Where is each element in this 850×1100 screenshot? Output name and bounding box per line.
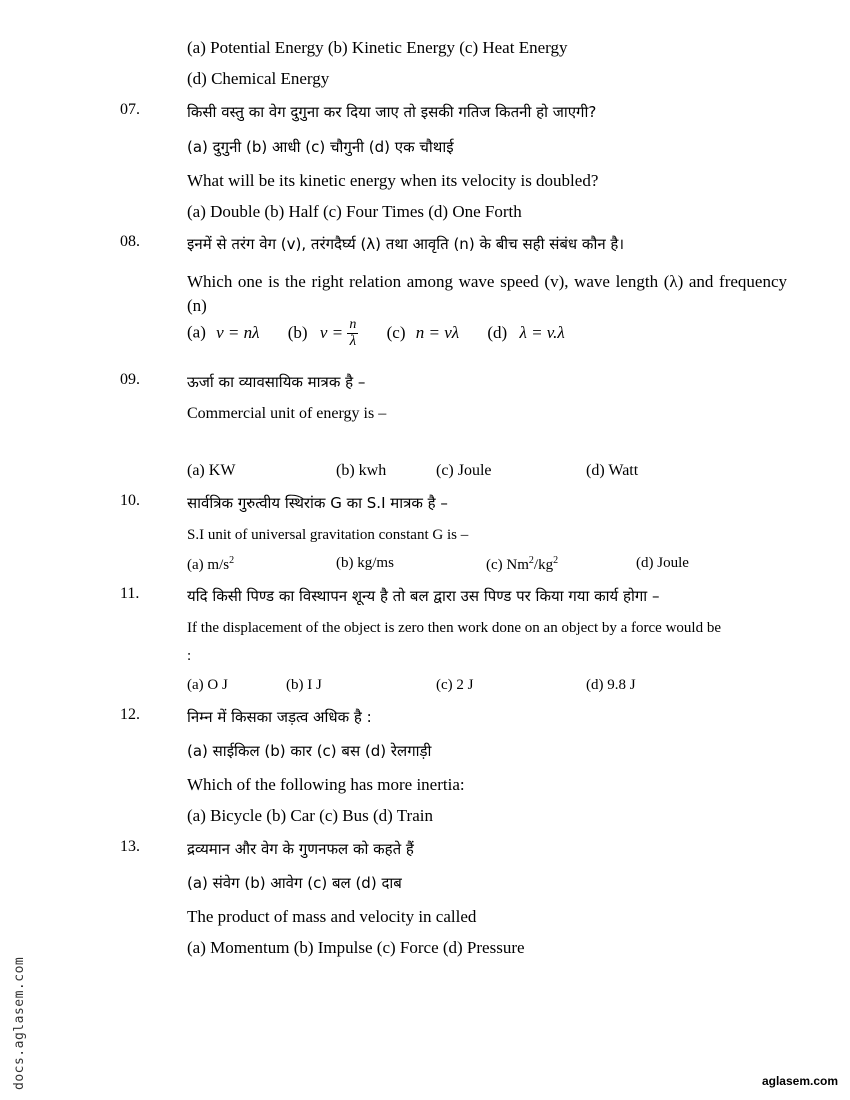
q10-opt-d: (d) Joule [636, 555, 689, 571]
q08-options [187, 318, 565, 349]
q09-opt-b: (b) kwh [336, 462, 387, 479]
q10-english: S.I unit of universal gravitation constant G is – [187, 527, 469, 543]
q08-opt-d: λ = v.λ [519, 322, 565, 342]
q10-opt-c-sup1: 2 [528, 555, 534, 566]
q08-english: Which one is the right relation among wave speed (v), wave length (λ) and frequency (n) [187, 272, 787, 315]
q06-options-line2: (d) Chemical Energy [187, 69, 330, 88]
q09-opt-c: (c) Joule [436, 462, 492, 479]
q12-hindi: निम्न में किसका जड़त्व अधिक है : [187, 708, 372, 726]
q09-english: Commercial unit of energy is – [187, 405, 387, 422]
q08-number: 08. [120, 233, 140, 250]
q11-opt-c: (c) 2 J [436, 677, 474, 693]
q12-hindi-options: (a) साईकिल (b) कार (c) बस (d) रेलगाड़ी [187, 742, 432, 760]
q08-hindi: इनमें से तरंग वेग (v), तरंगदैर्घ्य (λ) तथा आवृति (n) के बीच सही संबंध कौन है। [187, 235, 625, 253]
q08-opt-b-denominator: λ [349, 332, 357, 349]
q10-hindi: सार्वत्रिक गुरुत्वीय स्थिरांक G का S.I मात्रक है – [187, 494, 448, 512]
q06-options-line1: (a) Potential Energy (b) Kinetic Energy (c) Heat Energy [187, 38, 568, 57]
q10-opt-a [187, 555, 234, 574]
q07-number: 07. [120, 101, 140, 118]
q11-opt-d: (d) 9.8 J [586, 677, 636, 693]
q09-opt-d: (d) Watt [586, 462, 639, 479]
q10-opt-c-text: (c) Nm [486, 557, 529, 573]
q07-hindi: किसी वस्तु का वेग दुगुना कर दिया जाए तो इसकी गतिज कितनी हो जाएगी? [187, 103, 597, 121]
q10-opt-c-sup2: 2 [553, 555, 559, 566]
q11-hindi: यदि किसी पिण्ड का विस्थापन शून्य है तो बल द्वारा उस पिण्ड पर किया गया कार्य होगा – [187, 587, 660, 605]
q11-number: 11. [120, 585, 140, 602]
q08-opt-b-label: (b) [287, 322, 308, 342]
q07-english-options: (a) Double (b) Half (c) Four Times (d) One Forth [187, 202, 522, 221]
q13-hindi: द्रव्यमान और वेग के गुणनफल को कहते हैं [187, 840, 414, 858]
q11-english: If the displacement of the object is zero then work done on an object by a force would be [187, 620, 721, 636]
q08-opt-b-fraction [347, 318, 358, 349]
q08-opt-c: n = vλ [415, 322, 460, 342]
q08-opt-c-label: (c) [386, 322, 406, 342]
q10-opt-a-sup: 2 [229, 555, 235, 566]
footer-brand: aglasem.com [761, 1074, 838, 1088]
q08-opt-b-numerator: n [349, 317, 357, 332]
q10-opt-a-text: (a) m/s [187, 557, 230, 573]
q11-opt-a: (a) O J [187, 677, 228, 693]
side-watermark: docs.aglasem.com [12, 956, 27, 1090]
q13-number: 13. [120, 838, 140, 855]
q10-number: 10. [120, 492, 140, 509]
q12-english: Which of the following has more inertia: [187, 775, 465, 794]
q08-opt-a: v = nλ [216, 322, 260, 342]
q10-opt-c-mid: /kg [533, 557, 554, 573]
q13-english-options: (a) Momentum (b) Impulse (c) Force (d) Pressure [187, 938, 525, 957]
q09-opt-a: (a) KW [187, 462, 236, 479]
q12-number: 12. [120, 706, 140, 723]
q08-opt-b-lhs: v = [319, 322, 344, 342]
q10-opt-c [486, 555, 558, 574]
q13-english: The product of mass and velocity in called [187, 907, 477, 926]
q07-english: What will be its kinetic energy when its velocity is doubled? [187, 171, 599, 190]
q12-english-options: (a) Bicycle (b) Car (c) Bus (d) Train [187, 806, 433, 825]
q11-opt-b: (b) I J [286, 677, 322, 693]
q09-number: 09. [120, 371, 140, 388]
q09-hindi: ऊर्जा का व्यावसायिक मात्रक है – [187, 373, 366, 391]
q07-hindi-options: (a) दुगुनी (b) आधी (c) चौगुनी (d) एक चौथाई [187, 138, 454, 156]
q08-opt-d-label: (d) [487, 322, 508, 342]
q08-opt-a-label: (a) [187, 322, 206, 342]
q11-english-colon: : [187, 648, 192, 664]
q13-hindi-options: (a) संवेग (b) आवेग (c) बल (d) दाब [187, 874, 402, 892]
q10-opt-b: (b) kg/ms [336, 555, 394, 571]
